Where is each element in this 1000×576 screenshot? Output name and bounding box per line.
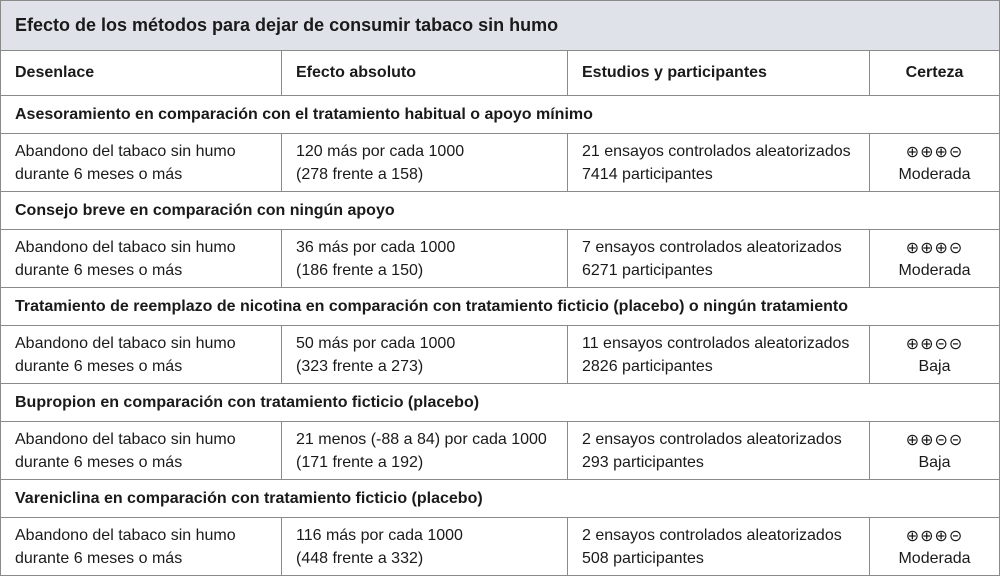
cell-certainty [870, 134, 1000, 192]
outcome-line: durante 6 meses o más [15, 357, 183, 375]
outcome-line: Abandono del tabaco sin humo [15, 334, 236, 352]
cell-effect [282, 326, 568, 384]
certainty-label: Baja [918, 453, 951, 471]
table-header-row [1, 51, 1000, 96]
outcome-line: Abandono del tabaco sin humo [15, 142, 236, 160]
cell-outcome [1, 518, 282, 576]
section-heading: Tratamiento de reemplazo de nicotina en comparación con tratamiento ficticio (placebo) o ningún tratamiento [1, 288, 1000, 326]
section-heading: Asesoramiento en comparación con el tratamiento habitual o apoyo mínimo [1, 96, 1000, 134]
outcome-line: durante 6 meses o más [15, 261, 183, 279]
effect-line: (448 frente a 332) [296, 549, 424, 567]
certainty-label: Baja [918, 357, 951, 375]
outcome-line: Abandono del tabaco sin humo [15, 238, 236, 256]
cell-effect [282, 230, 568, 288]
cell-studies [568, 134, 870, 192]
table-row [1, 134, 1000, 192]
cell-certainty [870, 422, 1000, 480]
outcome-line: durante 6 meses o más [15, 549, 183, 567]
cell-outcome [1, 134, 282, 192]
section-heading-row [1, 192, 1000, 230]
outcome-line: Abandono del tabaco sin humo [15, 526, 236, 544]
section-heading-row [1, 384, 1000, 422]
studies-line: 508 participantes [582, 549, 704, 567]
cell-effect [282, 134, 568, 192]
studies-line: 293 participantes [582, 453, 704, 471]
studies-line: 2826 participantes [582, 357, 713, 375]
certainty-symbols: ⊕⊕⊕⊝ [905, 141, 964, 161]
effect-line: (171 frente a 192) [296, 453, 424, 471]
effect-line: (186 frente a 150) [296, 261, 424, 279]
table-row [1, 422, 1000, 480]
studies-line: 7414 participantes [582, 165, 713, 183]
certainty-symbols: ⊕⊕⊝⊝ [905, 429, 964, 449]
cell-outcome [1, 326, 282, 384]
section-heading: Vareniclina en comparación con tratamiento ficticio (placebo) [1, 480, 1000, 518]
section-heading-row [1, 480, 1000, 518]
certainty-symbols: ⊕⊕⊕⊝ [905, 237, 964, 257]
outcome-line: durante 6 meses o más [15, 165, 183, 183]
effect-line: 120 más por cada 1000 [296, 142, 465, 160]
cell-certainty [870, 230, 1000, 288]
studies-line: 2 ensayos controlados aleatorizados [582, 526, 842, 544]
table-row [1, 230, 1000, 288]
table-title: Efecto de los métodos para dejar de consumir tabaco sin humo [1, 1, 1000, 51]
header-studies: Estudios y participantes [568, 51, 870, 96]
cell-certainty [870, 326, 1000, 384]
effect-line: 36 más por cada 1000 [296, 238, 456, 256]
cell-outcome [1, 230, 282, 288]
table-title-row [1, 1, 1000, 51]
studies-line: 21 ensayos controlados aleatorizados [582, 142, 851, 160]
cell-studies [568, 518, 870, 576]
section-heading: Bupropion en comparación con tratamiento ficticio (placebo) [1, 384, 1000, 422]
table-row [1, 518, 1000, 576]
section-heading-row [1, 288, 1000, 326]
certainty-label: Moderada [898, 549, 971, 567]
cell-certainty [870, 518, 1000, 576]
cell-studies [568, 422, 870, 480]
section-heading: Consejo breve en comparación con ningún apoyo [1, 192, 1000, 230]
effect-line: (323 frente a 273) [296, 357, 424, 375]
section-heading-row [1, 96, 1000, 134]
table-row [1, 326, 1000, 384]
header-outcome: Desenlace [1, 51, 282, 96]
header-effect: Efecto absoluto [282, 51, 568, 96]
cell-effect [282, 518, 568, 576]
studies-line: 6271 participantes [582, 261, 713, 279]
cell-effect [282, 422, 568, 480]
effect-line: 50 más por cada 1000 [296, 334, 456, 352]
certainty-label: Moderada [898, 261, 971, 279]
outcome-line: Abandono del tabaco sin humo [15, 430, 236, 448]
effect-line: (278 frente a 158) [296, 165, 424, 183]
effect-line: 116 más por cada 1000 [296, 526, 463, 544]
certainty-symbols: ⊕⊕⊕⊝ [905, 525, 964, 545]
header-certainty: Certeza [870, 51, 1000, 96]
studies-line: 7 ensayos controlados aleatorizados [582, 238, 842, 256]
effect-line: 21 menos (-88 a 84) por cada 1000 [296, 430, 547, 448]
cell-studies [568, 230, 870, 288]
studies-line: 2 ensayos controlados aleatorizados [582, 430, 842, 448]
cell-studies [568, 326, 870, 384]
studies-line: 11 ensayos controlados aleatorizados [582, 334, 850, 352]
certainty-symbols: ⊕⊕⊝⊝ [905, 333, 964, 353]
outcome-line: durante 6 meses o más [15, 453, 183, 471]
certainty-label: Moderada [898, 165, 971, 183]
cell-outcome [1, 422, 282, 480]
